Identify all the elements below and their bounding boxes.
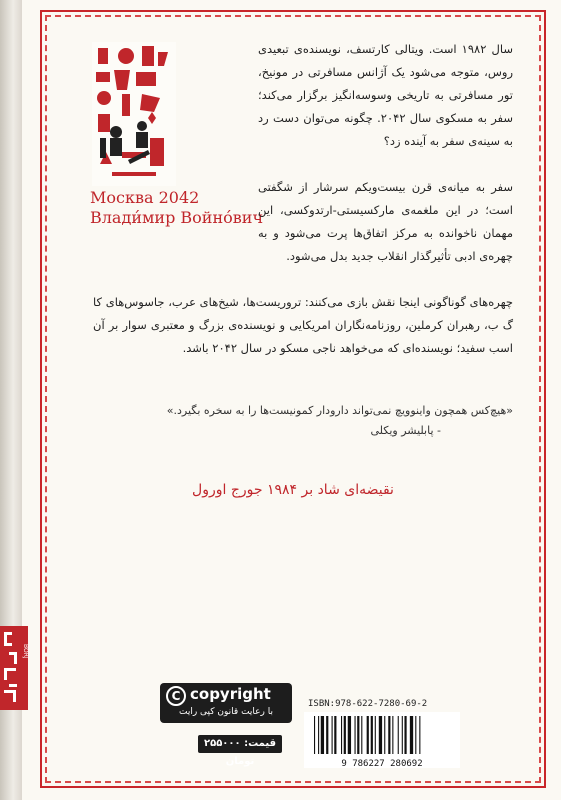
publisher-logo xyxy=(0,626,28,710)
blurb-paragraph-2: سفر به میانه‌ی قرن بیست‌ویکم سرشار از شگفتی است؛ در این ملغمه‌ی مارکسیستی-ارتدوکسی، این مهمان ناخوانده به مرکز اتفاق‌ها پرت می‌شود و به چهره‌ی ادبی تأثیرگذار انقلاب جدید بدل می‌شود. xyxy=(258,180,513,263)
copyright-subtitle: با رعایت قانون کپی رایت xyxy=(179,707,273,717)
copyright-icon: C xyxy=(166,686,186,706)
review-quote: «هیچ‌کس همچون واینوویچ نمی‌تواند دارودار کمونیست‌ها را به سخره بگیرد.» xyxy=(166,404,513,417)
copyright-badge xyxy=(160,683,292,723)
blurb-paragraph-3: چهره‌های گوناگونی اینجا نقش بازی می‌کنند: تروریست‌ها، شیخ‌های عرب، جاسوس‌های کا گ ب، رهبران کرملین، روزنامه‌نگاران امریکایی و نویسنده‌ی بزرگ و معتبری سوار بر آن اسب سفید؛ نویسنده‌ای که می‌خواهد ناجی مسکو در سال ۲۰۴۲ باشد. xyxy=(93,295,513,355)
tagline: نقیضه‌ای شاد بر ۱۹۸۴ جورج اورول xyxy=(192,482,394,498)
blurb-paragraph-1: سال ۱۹۸۲ است. ویتالی کارتسف، نویسنده‌ی تبعیدی روس، متوجه می‌شود یک آژانس مسافرتی در مونیخ، تور مسافرتی به تاریخی وسوسه‌انگیز برگزار می‌کند؛ سفر به مسکوی سال ۲۰۴۲. چگونه می‌توان دست رد به سینه‌ی سفر به آینده زد؟ xyxy=(258,42,514,148)
isbn-barcode xyxy=(304,712,460,768)
quote-attribution: - پابلیشر ویکلی xyxy=(370,424,441,437)
price-label: قیمت: ۲۵۵۰۰۰ تومان xyxy=(198,735,282,753)
publisher-logo-text: BORJ xyxy=(22,644,29,659)
book-author-russian: Влади́мир Войно́вич xyxy=(90,208,264,227)
copyright-word: copyright xyxy=(190,685,271,703)
isbn-digits: 9 786227 280692 xyxy=(341,759,423,769)
cover-illustration xyxy=(92,42,176,186)
book-title-russian: Москва 2042 xyxy=(90,188,200,207)
isbn-label: ISBN:978-622-7280-69-2 xyxy=(308,699,428,709)
